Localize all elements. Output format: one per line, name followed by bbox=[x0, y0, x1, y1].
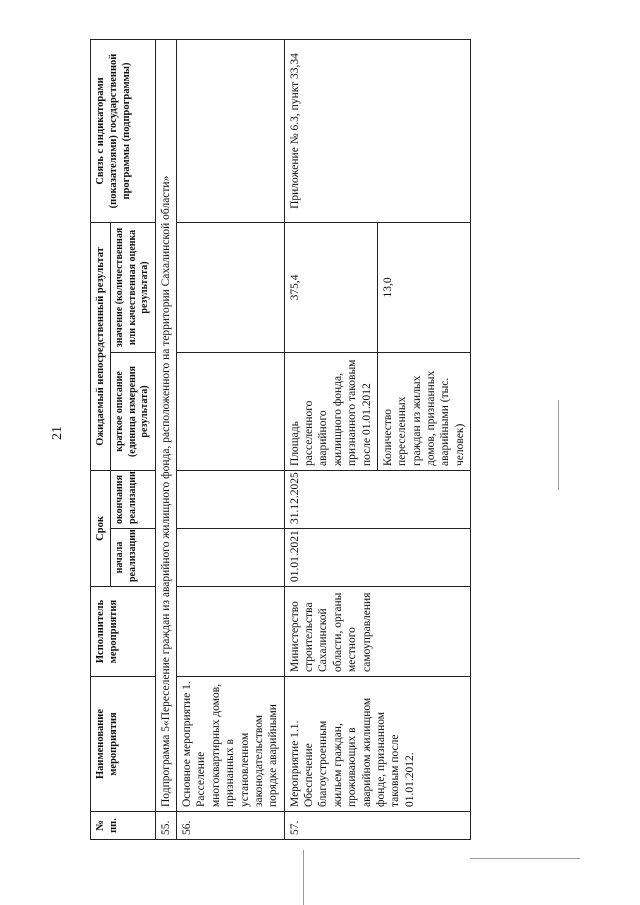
row-56-link bbox=[177, 39, 285, 222]
row-57-executor: Министерство строительства Сахалинской области, органы местного самоуправления bbox=[284, 587, 471, 677]
header-term-start: начала реализации bbox=[111, 529, 156, 587]
scan-artifact-line-2 bbox=[558, 400, 559, 490]
row-56-name: Основное мероприятие 1. Расселение многоквартирных домов, признанных в установленном законодательством порядке аварийными bbox=[177, 677, 285, 812]
row-57-name: Мероприятие 1.1. Обеспечение благоустроенным жильем граждан, проживающих в аварийном жилищном фонде, признанном таковым после 01.01.2012. bbox=[284, 677, 471, 812]
row-55-num: 55. bbox=[155, 812, 176, 840]
header-num: № пп. bbox=[91, 812, 156, 840]
measures-table bbox=[90, 39, 471, 840]
header-result-value: значение (количественная или качественная оценка результата) bbox=[111, 222, 156, 352]
rotated-table-container bbox=[90, 40, 530, 840]
scan-artifact-line bbox=[303, 850, 304, 905]
row-57-value-2: 13,0 bbox=[377, 222, 470, 352]
row-55-subprogram: Подпрограмма 5«Переселение граждан из аварийного жилищного фонда, расположенного на территории Сахалинской области» bbox=[155, 39, 176, 811]
row-57-end: 31.12.2025 bbox=[284, 470, 471, 528]
header-executor: Исполнитель мероприятия bbox=[91, 587, 156, 677]
row-57-desc-2: Количество переселенных граждан из жилых домов, признанных аварийными (тыс. человек) bbox=[377, 352, 470, 470]
header-result: Ожидаемый непосредственный результат bbox=[91, 222, 111, 470]
header-result-desc: краткое описание (единица измерения результата) bbox=[111, 352, 156, 470]
header-term: Срок bbox=[91, 470, 111, 586]
row-56-end bbox=[177, 470, 285, 528]
header-name: Наименование мероприятия bbox=[91, 677, 156, 812]
row-56-start bbox=[177, 529, 285, 587]
row-56-desc bbox=[177, 352, 285, 470]
header-term-end: окончания реализации bbox=[111, 470, 156, 528]
row-57-value-1: 375,4 bbox=[284, 222, 377, 352]
row-56-num: 56. bbox=[177, 812, 285, 840]
header-link: Связь с индикаторами (показателями) государственной программы (подпрограммы) bbox=[91, 39, 156, 222]
row-57-start: 01.01.2021 bbox=[284, 529, 471, 587]
row-56-value bbox=[177, 222, 285, 352]
row-57-link: Приложение № 6.3, пункт 33,34 bbox=[284, 39, 471, 222]
row-57-desc-1: Площадь расселенного аварийного жилищного фонда, признанного таковым после 01.01.2012 bbox=[284, 352, 377, 470]
scan-artifact-line-3 bbox=[470, 858, 580, 859]
row-56-executor bbox=[177, 587, 285, 677]
row-57-num: 57. bbox=[284, 812, 471, 840]
page-number: 21 bbox=[50, 426, 65, 440]
